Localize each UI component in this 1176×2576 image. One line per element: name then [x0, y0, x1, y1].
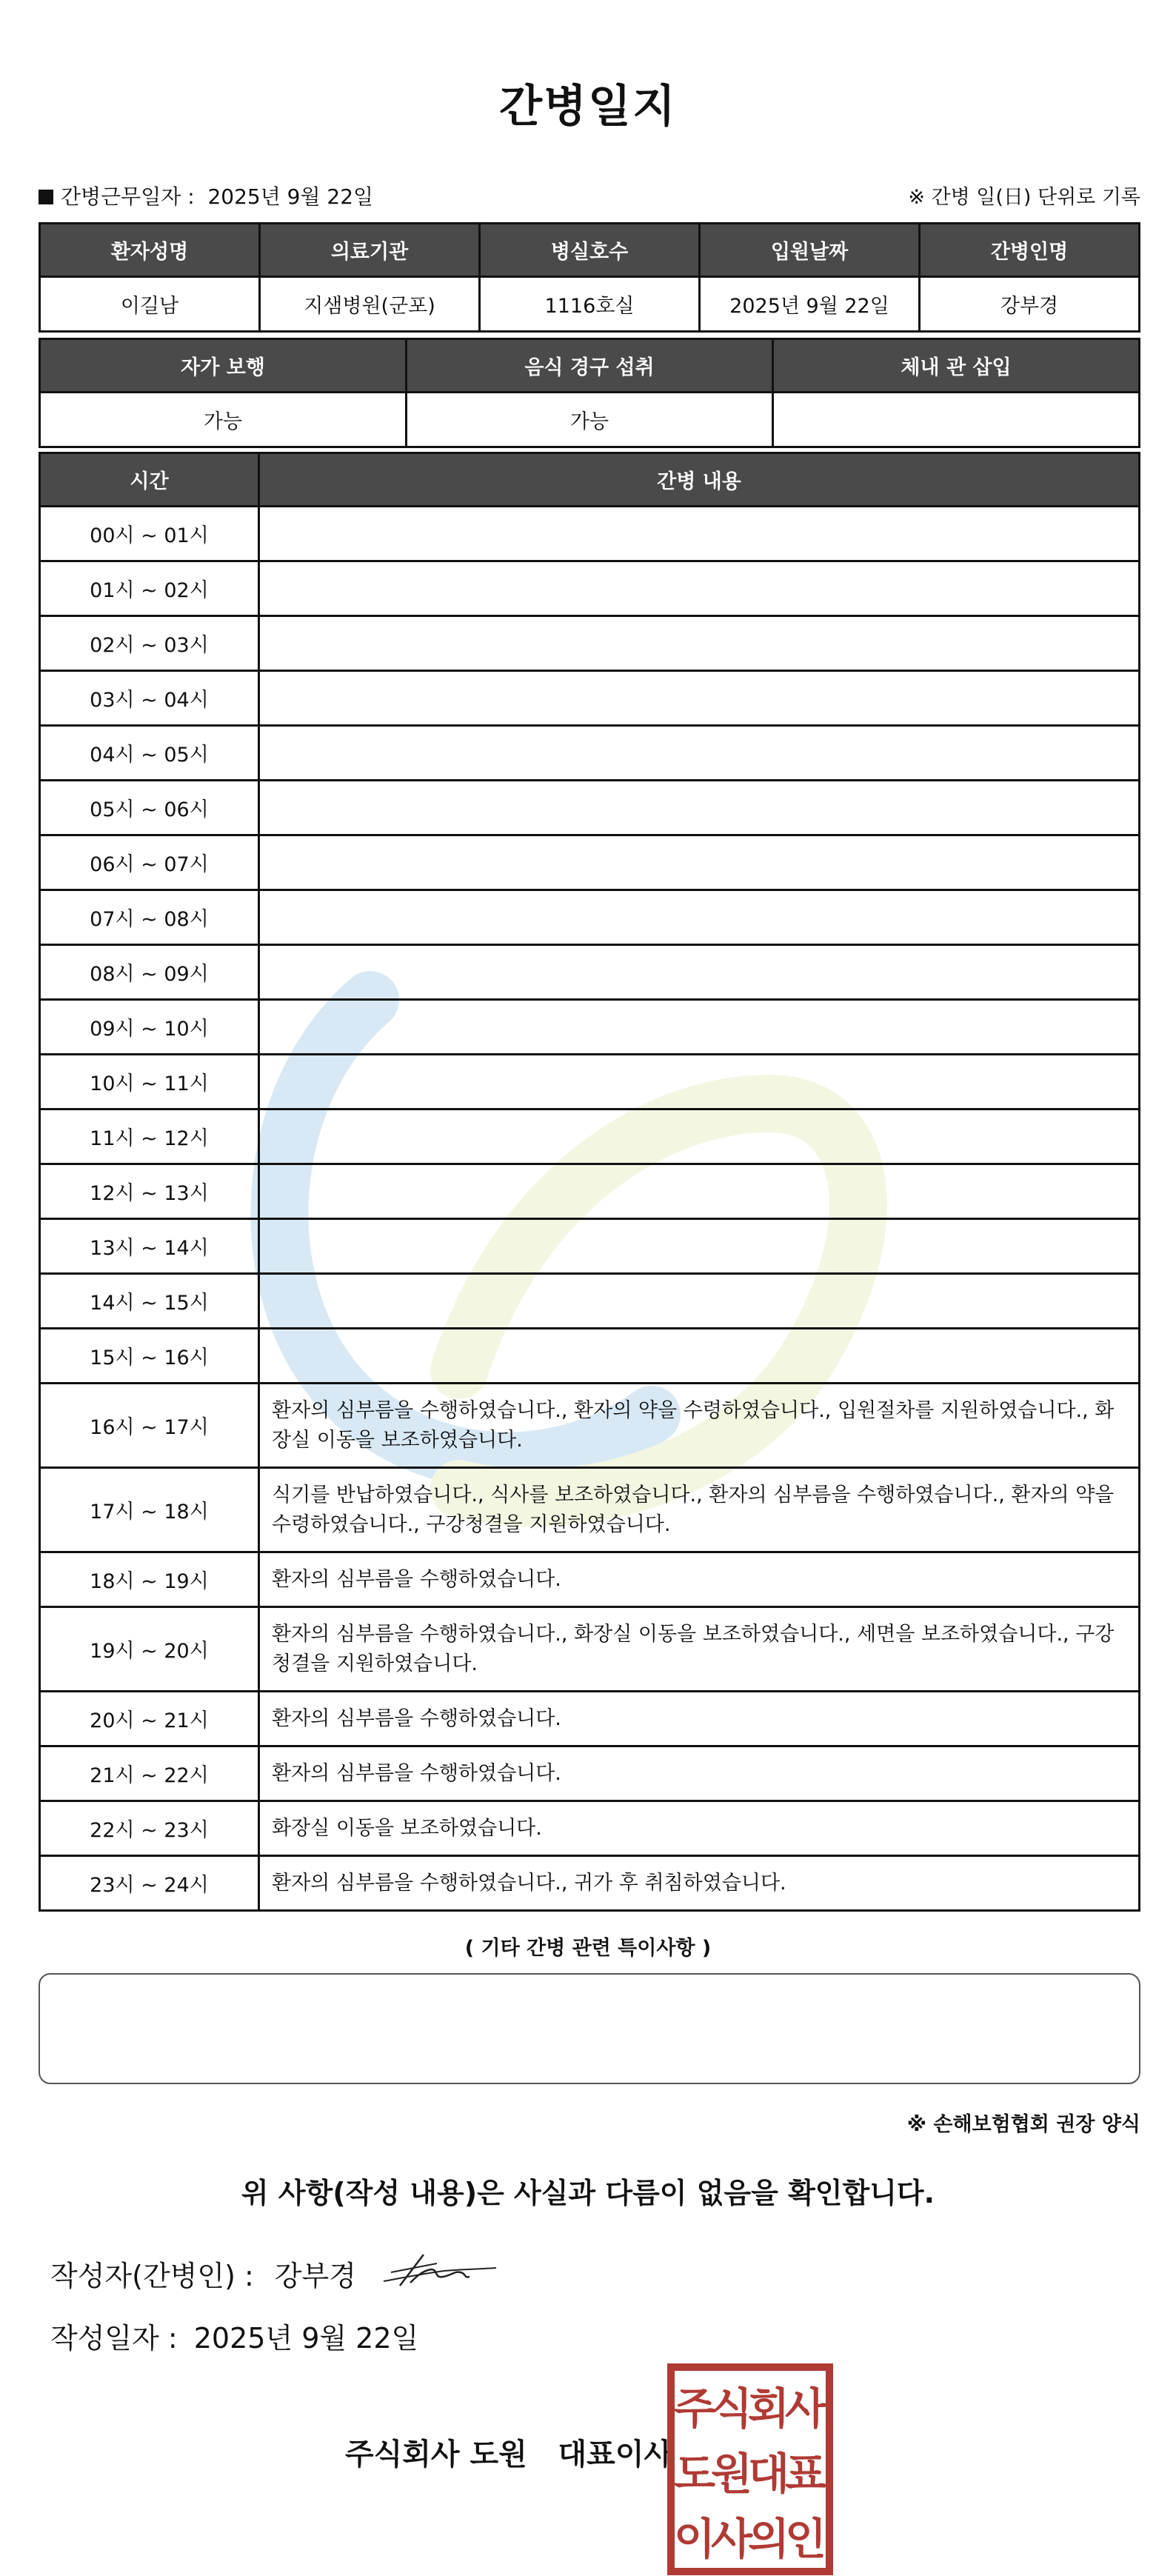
care-content: 환자의 심부름을 수행하였습니다.: [259, 1692, 1140, 1746]
oral-intake-status: 가능: [407, 393, 773, 447]
care-content: [259, 781, 1140, 835]
patient-name: 이길남: [40, 277, 260, 332]
care-log-row: [40, 561, 1140, 616]
writer-line: [50, 2253, 356, 2294]
time-slot: 09시 ~ 10시: [40, 1000, 259, 1055]
header-hospital: 의료기관: [260, 224, 480, 277]
time-slot: 21시 ~ 22시: [40, 1746, 259, 1801]
seal-character: 의: [747, 2514, 790, 2564]
seal-character: 대: [747, 2449, 790, 2499]
unit-note: ※ 간병 일(日) 단위로 기록: [908, 186, 1140, 209]
patient-status-table: [39, 338, 1140, 448]
care-log-row: [40, 835, 1140, 890]
care-content: 화장실 이동을 보조하였습니다.: [259, 1801, 1140, 1856]
care-content: [259, 835, 1140, 890]
time-slot: 11시 ~ 12시: [40, 1110, 259, 1164]
care-content: [259, 945, 1140, 1000]
time-slot: 06시 ~ 07시: [40, 835, 259, 890]
care-log-row: [40, 1552, 1140, 1607]
time-slot: 18시 ~ 19시: [40, 1552, 259, 1607]
care-content: [259, 1000, 1140, 1055]
walking-status: 가능: [40, 393, 407, 447]
work-date-label: 간병근무일자 :: [61, 184, 195, 209]
confirmation-statement: 위 사항(작성 내용)은 사실과 다름이 없음을 확인합니다.: [241, 2177, 935, 2209]
care-content: [259, 671, 1140, 726]
care-log-row: [40, 1692, 1140, 1746]
care-content: [259, 1274, 1140, 1329]
time-slot: 12시 ~ 13시: [40, 1164, 259, 1219]
care-content: 환자의 심부름을 수행하였습니다., 환자의 약을 수령하였습니다., 입원절차를 지원하였습니다., 화장실 이동을 보조하였습니다.: [259, 1384, 1140, 1468]
patient-info-header-row: [40, 224, 1140, 277]
work-date-value: 2025년 9월 22일: [207, 184, 374, 209]
header-care-content: 간병 내용: [259, 453, 1140, 507]
time-slot: 08시 ~ 09시: [40, 945, 259, 1000]
company-seal-icon: [666, 2363, 834, 2576]
care-log-row: [40, 890, 1140, 945]
written-date-line: [50, 2315, 418, 2356]
care-content: 식기를 반납하였습니다., 식사를 보조하였습니다., 환자의 심부름을 수행하였습니다., 환자의 약을 수령하였습니다., 구강청결을 지원하였습니다.: [259, 1468, 1140, 1552]
care-content: [259, 890, 1140, 945]
patient-info-value-row: [40, 277, 1140, 332]
care-log-row: [40, 1000, 1140, 1055]
care-content: [259, 561, 1140, 616]
room-number: 1116호실: [480, 277, 700, 332]
care-log-row: [40, 1468, 1140, 1552]
hospital-name: 지샘병원(군포): [260, 277, 480, 332]
care-content: 환자의 심부름을 수행하였습니다.: [259, 1552, 1140, 1607]
care-log-row: [40, 1055, 1140, 1110]
time-slot: 01시 ~ 02시: [40, 561, 259, 616]
care-log-row: [40, 616, 1140, 671]
signature-icon: [378, 2244, 504, 2296]
care-content: [259, 1110, 1140, 1164]
patient-info-table: [39, 222, 1140, 333]
care-content: 환자의 심부름을 수행하였습니다., 귀가 후 취침하였습니다.: [259, 1856, 1140, 1911]
status-value-row: [40, 393, 1140, 447]
seal-character: 사: [784, 2383, 827, 2434]
writer-label: 작성자(간병인) :: [50, 2260, 254, 2292]
care-log-row: [40, 1384, 1140, 1468]
time-slot: 07시 ~ 08시: [40, 890, 259, 945]
status-header-row: [40, 339, 1140, 393]
time-slot: 19시 ~ 20시: [40, 1607, 259, 1692]
time-slot: 05시 ~ 06시: [40, 781, 259, 835]
recommendation-note: ※ 손해보험협회 권장 양식: [906, 2113, 1140, 2136]
care-log-rows: [40, 507, 1140, 1911]
care-log-row: [40, 1164, 1140, 1219]
company-representative: 주식회사 도원 대표이사: [345, 2437, 673, 2472]
admission-date: 2025년 9월 22일: [700, 277, 920, 332]
seal-character: 도: [673, 2449, 716, 2499]
work-date-line: [39, 181, 373, 210]
care-log-row: [40, 945, 1140, 1000]
care-log-row: [40, 1856, 1140, 1911]
caregiver-name: 강부경: [920, 277, 1140, 332]
care-content: [259, 1055, 1140, 1110]
care-log-row: [40, 1274, 1140, 1329]
care-log-row: [40, 671, 1140, 726]
care-log-header-row: [40, 453, 1140, 507]
care-log-row: [40, 726, 1140, 781]
care-log-row: [40, 781, 1140, 835]
header-walking: 자가 보행: [40, 339, 407, 393]
seal-character: 인: [784, 2514, 827, 2564]
header-tube-insertion: 체내 관 삽입: [773, 339, 1140, 393]
care-log-table: [39, 452, 1140, 1912]
time-slot: 10시 ~ 11시: [40, 1055, 259, 1110]
header-patient-name: 환자성명: [40, 224, 260, 277]
written-date-value: 2025년 9월 22일: [193, 2322, 419, 2355]
care-content: [259, 507, 1140, 561]
care-content: [259, 1164, 1140, 1219]
seal-character: 표: [784, 2449, 827, 2499]
header-oral-intake: 음식 경구 섭취: [407, 339, 773, 393]
care-content: [259, 616, 1140, 671]
extra-notes-box: [39, 1973, 1140, 2084]
time-slot: 20시 ~ 21시: [40, 1692, 259, 1746]
care-log-row: [40, 507, 1140, 561]
square-bullet-icon: [39, 190, 53, 204]
care-log-row: [40, 1110, 1140, 1164]
page-title: 간병일지: [499, 81, 677, 133]
care-log-row: [40, 1746, 1140, 1801]
seal-character: 회: [747, 2383, 790, 2434]
time-slot: 23시 ~ 24시: [40, 1856, 259, 1911]
extra-notes-label: ( 기타 간병 관련 특이사항 ): [464, 1937, 712, 1960]
seal-character: 식: [710, 2383, 753, 2434]
header-caregiver-name: 간병인명: [920, 224, 1140, 277]
time-slot: 04시 ~ 05시: [40, 726, 259, 781]
header-admission-date: 입원날짜: [700, 224, 920, 277]
time-slot: 22시 ~ 23시: [40, 1801, 259, 1856]
care-content: [259, 726, 1140, 781]
time-slot: 13시 ~ 14시: [40, 1219, 259, 1274]
care-log-row: [40, 1329, 1140, 1384]
header-room: 병실호수: [480, 224, 700, 277]
time-slot: 15시 ~ 16시: [40, 1329, 259, 1384]
time-slot: 02시 ~ 03시: [40, 616, 259, 671]
time-slot: 00시 ~ 01시: [40, 507, 259, 561]
seal-character: 주: [673, 2383, 716, 2434]
care-log-row: [40, 1219, 1140, 1274]
care-content: 환자의 심부름을 수행하였습니다.: [259, 1746, 1140, 1801]
time-slot: 14시 ~ 15시: [40, 1274, 259, 1329]
seal-character: 이: [673, 2514, 716, 2564]
seal-character: 사: [710, 2514, 753, 2564]
care-log-row: [40, 1607, 1140, 1692]
time-slot: 03시 ~ 04시: [40, 671, 259, 726]
seal-character: 원: [710, 2449, 753, 2499]
time-slot: 17시 ~ 18시: [40, 1468, 259, 1552]
care-content: [259, 1219, 1140, 1274]
tube-insertion-status: [773, 393, 1140, 447]
time-slot: 16시 ~ 17시: [40, 1384, 259, 1468]
care-log-row: [40, 1801, 1140, 1856]
header-time: 시간: [40, 453, 259, 507]
writer-name: 강부경: [274, 2260, 356, 2292]
written-date-label: 작성일자 :: [50, 2322, 178, 2355]
care-content: [259, 1329, 1140, 1384]
care-content: 환자의 심부름을 수행하였습니다., 화장실 이동을 보조하였습니다., 세면을 보조하였습니다., 구강청결을 지원하였습니다.: [259, 1607, 1140, 1692]
